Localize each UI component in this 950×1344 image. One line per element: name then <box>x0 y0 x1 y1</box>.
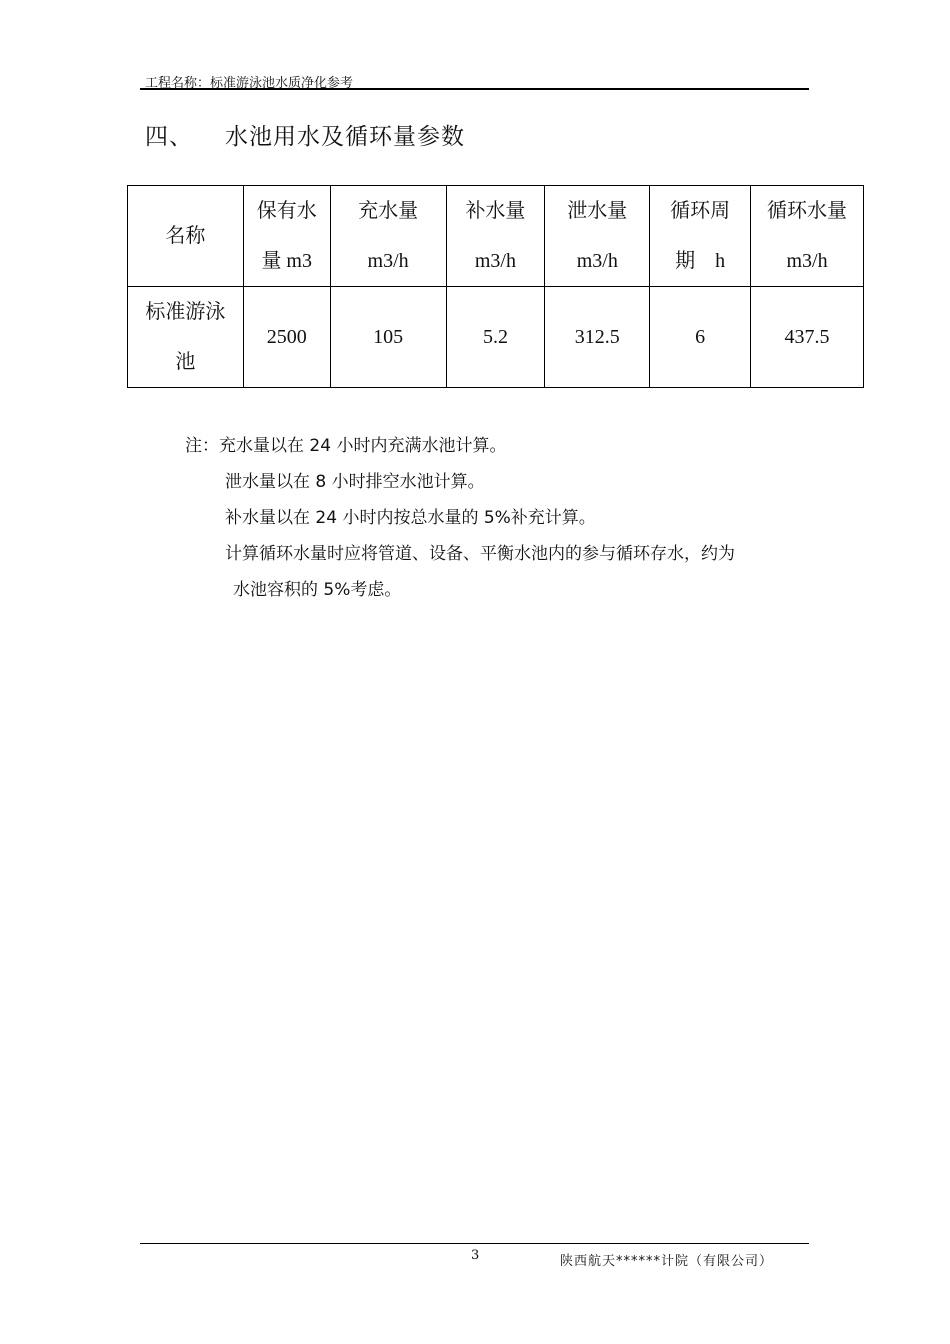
footer-rule <box>140 1243 809 1244</box>
notes-block <box>185 428 735 608</box>
note-line-5: 水池容积的 5%考虑。 <box>233 580 402 600</box>
page-number: 3 <box>471 1248 480 1263</box>
section-title <box>145 118 465 151</box>
header-cell-circulation: 循环水量 m3/h <box>751 186 864 287</box>
row-cell-fill: 105 <box>330 287 446 388</box>
note-line-3: 补水量以在 24 小时内按总水量的 5%补充计算。 <box>225 508 596 528</box>
table-row <box>128 287 864 388</box>
header-cell-fill: 充水量 m3/h <box>330 186 446 287</box>
footer-organization: 陕西航天******计院（有限公司） <box>560 1254 774 1269</box>
note-line-4: 计算循环水量时应将管道、设备、平衡水池内的参与循环存水，约为 <box>225 544 735 564</box>
section-title-text: 水池用水及循环量参数 <box>225 124 465 150</box>
header-rule <box>140 88 809 90</box>
header-cell-makeup: 补水量 m3/h <box>446 186 545 287</box>
note-line-1: 注：充水量以在 24 小时内充满水池计算。 <box>185 436 507 456</box>
header-cell-volume: 保有水 量 m3 <box>243 186 330 287</box>
section-number: 四、 <box>145 124 193 150</box>
header-cell-cycle: 循环周 期 h <box>650 186 751 287</box>
table-header-row <box>128 186 864 287</box>
row-cell-name: 标准游泳 池 <box>128 287 244 388</box>
parameter-table <box>127 185 864 388</box>
row-cell-makeup: 5.2 <box>446 287 545 388</box>
row-cell-drain: 312.5 <box>545 287 650 388</box>
note-line-2: 泄水量以在 8 小时排空水池计算。 <box>225 472 485 492</box>
row-cell-volume: 2500 <box>243 287 330 388</box>
header-cell-name: 名称 <box>128 186 244 287</box>
row-cell-circulation: 437.5 <box>751 287 864 388</box>
header-project-label: 工程名称：标准游泳池水质净化参考 <box>145 76 354 91</box>
header-cell-drain: 泄水量 m3/h <box>545 186 650 287</box>
row-cell-cycle: 6 <box>650 287 751 388</box>
